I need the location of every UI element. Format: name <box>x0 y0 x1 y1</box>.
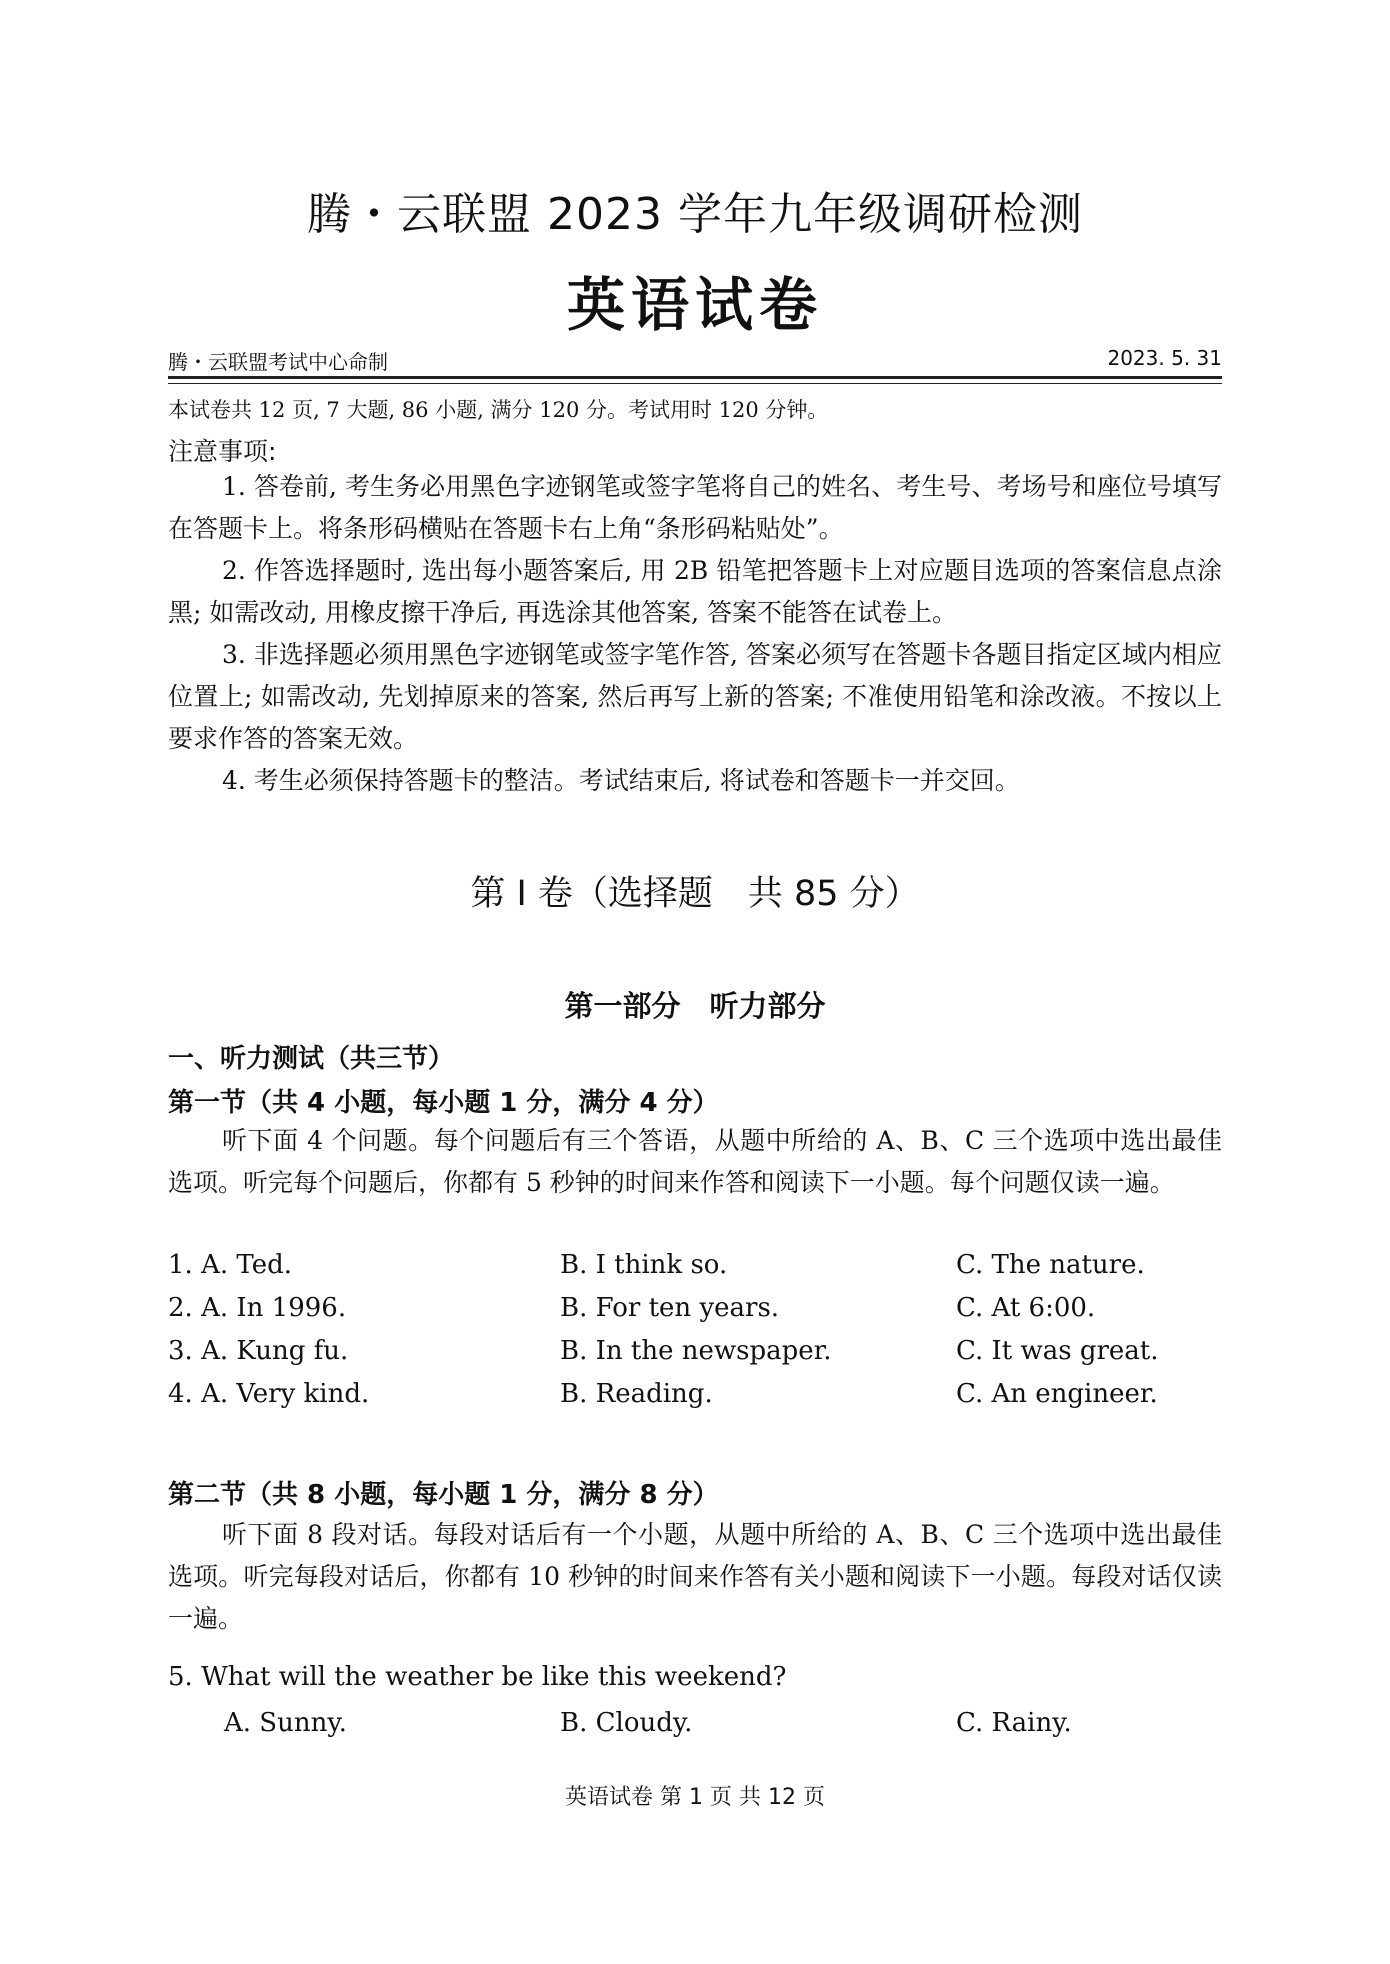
notice-heading: 注意事项: <box>168 437 277 466</box>
option-b: B. I think so. <box>560 1250 728 1280</box>
option-c: C. At 6:00. <box>956 1293 1096 1323</box>
question-row <box>168 1336 1222 1378</box>
exam-info: 本试卷共 12 页, 7 大题, 86 小题, 满分 120 分。考试用时 120 分钟。 <box>168 398 829 422</box>
question-5-stem: 5. What will the weather be like this weekend? <box>168 1662 787 1692</box>
question-row <box>168 1293 1222 1335</box>
exam-title: 腾・云联盟 2023 学年九年级调研检测 <box>307 189 1083 240</box>
option-a: 1. A. Ted. <box>168 1250 292 1280</box>
notice-item-2: 2. 作答选择题时, 选出每小题答案后, 用 2B 铅笔把答题卡上对应题目选项的答案信息点涂黑; 如需改动, 用橡皮擦干净后, 再选涂其他答案, 答案不能答在试卷上。 <box>168 556 1222 627</box>
question-5-options <box>168 1708 1222 1750</box>
option-c: C. It was great. <box>956 1336 1159 1366</box>
header-rule-thick <box>168 376 1222 379</box>
page-footer: 英语试卷 第 1 页 共 12 页 <box>565 1785 825 1810</box>
option-a: 2. A. In 1996. <box>168 1293 347 1323</box>
option-c: C. Rainy. <box>956 1708 1072 1738</box>
section1-instructions: 听下面 4 个问题。每个问题后有三个答语，从题中所给的 A、B、C 三个选项中选出最佳选项。听完每个问题后，你都有 5 秒钟的时间来作答和阅读下一小题。每个问题仅读一遍。 <box>168 1126 1222 1197</box>
exam-date: 2023. 5. 31 <box>1107 346 1222 370</box>
option-a: A. Sunny. <box>224 1708 347 1738</box>
section2-instructions: 听下面 8 段对话。每段对话后有一个小题，从题中所给的 A、B、C 三个选项中选出最佳选项。听完每段对话后，你都有 10 秒钟的时间来作答有关小题和阅读下一小题。每段对话仅读一遍。 <box>168 1520 1222 1633</box>
section1-heading: 第一节（共 4 小题，每小题 1 分，满分 4 分） <box>168 1088 719 1118</box>
option-b: B. Reading. <box>560 1379 713 1409</box>
option-c: C. The nature. <box>956 1250 1145 1280</box>
question-row <box>168 1250 1222 1292</box>
listening-heading: 一、听力测试（共三节） <box>168 1044 455 1074</box>
volume-title: 第 I 卷（选择题 共 85 分） <box>470 874 920 914</box>
part-title: 第一部分 听力部分 <box>564 989 826 1023</box>
header-rule-thin <box>168 383 1222 384</box>
question-row <box>168 1379 1222 1421</box>
organizer-label: 腾・云联盟考试中心命制 <box>168 350 388 374</box>
notice-item-4: 4. 考生必须保持答题卡的整洁。考试结束后, 将试卷和答题卡一并交回。 <box>222 766 1020 795</box>
option-b: B. In the newspaper. <box>560 1336 832 1366</box>
subject-title: 英语试卷 <box>566 271 823 339</box>
option-c: C. An engineer. <box>956 1379 1158 1409</box>
notice-item-1: 1. 答卷前, 考生务必用黑色字迹钢笔或签字笔将自己的姓名、考生号、考场号和座位号填写在答题卡上。将条形码横贴在答题卡右上角“条形码粘贴处”。 <box>168 472 1222 543</box>
section2-heading: 第二节（共 8 小题，每小题 1 分，满分 8 分） <box>168 1480 719 1510</box>
notice-item-3: 3. 非选择题必须用黑色字迹钢笔或签字笔作答, 答案必须写在答题卡各题目指定区域内相应位置上; 如需改动, 先划掉原来的答案, 然后再写上新的答案; 不准使用铅笔和涂改液。不按以上要求作答的答案无效。 <box>168 640 1222 753</box>
option-b: B. For ten years. <box>560 1293 780 1323</box>
option-a: 3. A. Kung fu. <box>168 1336 349 1366</box>
option-a: 4. A. Very kind. <box>168 1379 370 1409</box>
option-b: B. Cloudy. <box>560 1708 693 1738</box>
